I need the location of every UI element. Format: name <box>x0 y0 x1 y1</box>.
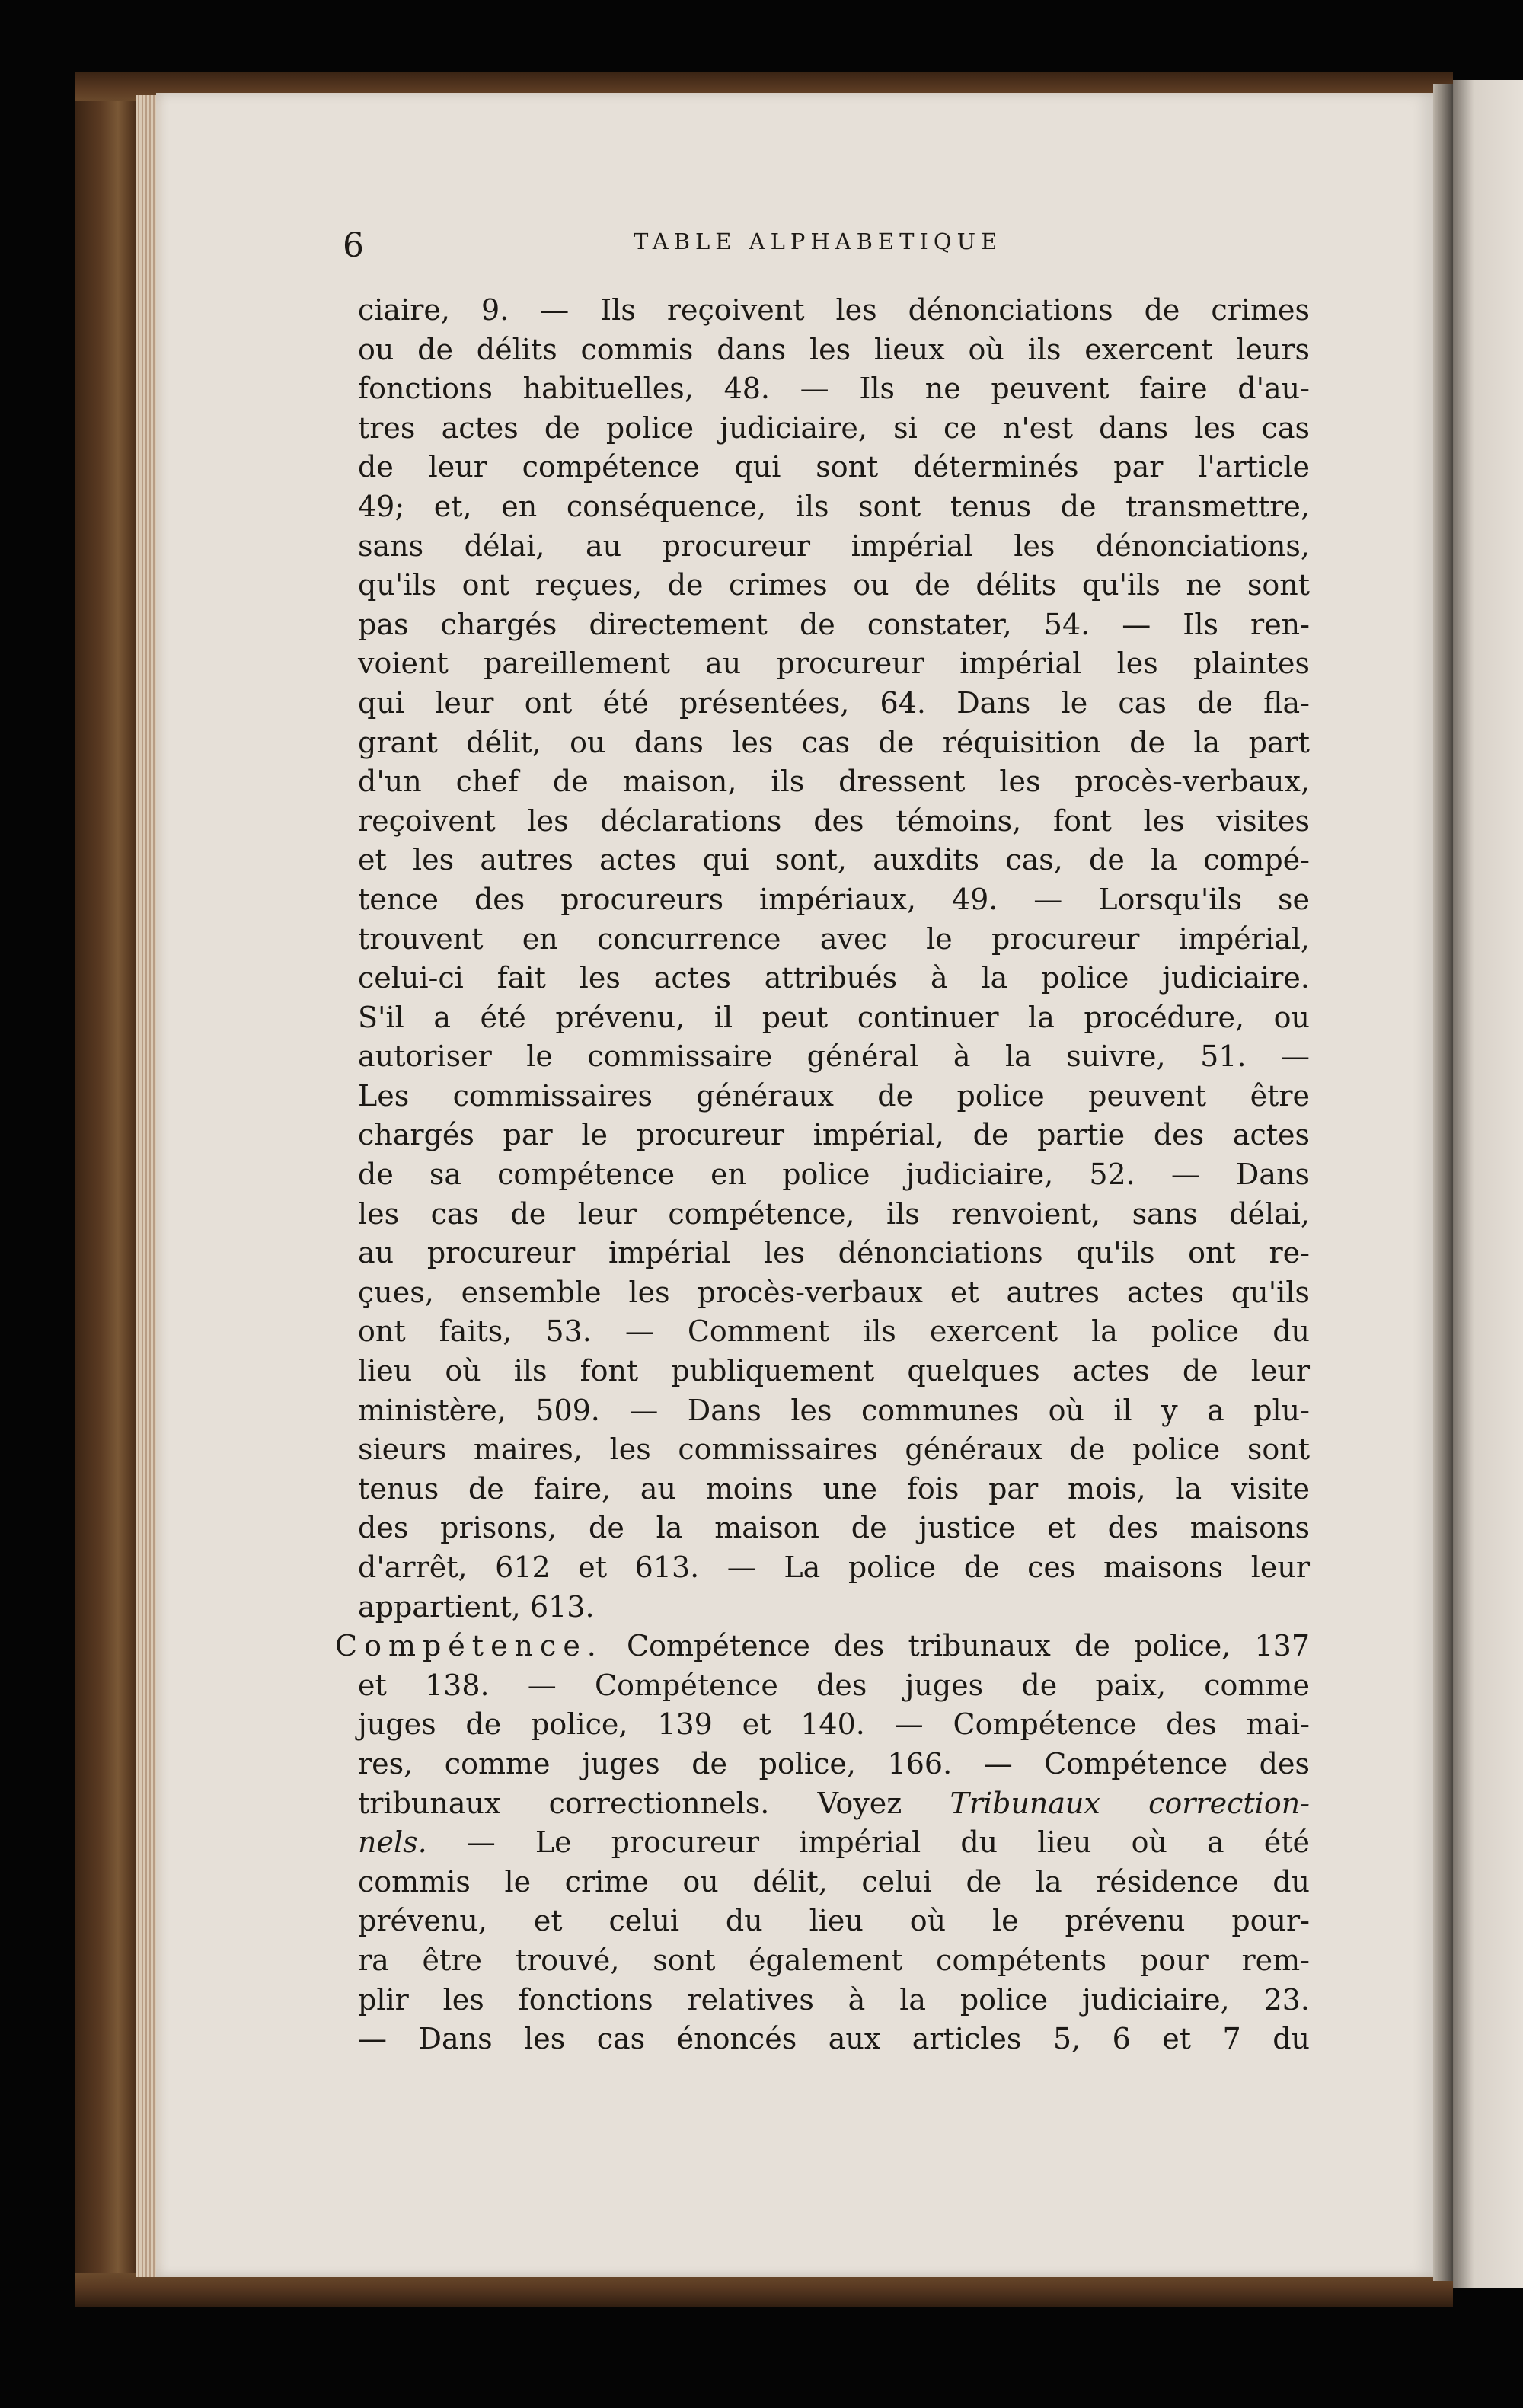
text-line: pas chargés directement de constater, 54. — Ils ren- <box>358 607 1310 641</box>
text-line: sieurs maires, les commissaires généraux de police sont <box>358 1432 1310 1467</box>
text-line: prévenu, et celui du lieu où le prévenu pour- <box>358 1904 1310 1938</box>
facing-page-edge <box>1453 80 1523 2288</box>
cross-ref-title-end: nels. <box>358 1825 427 1860</box>
text-line: au procureur impérial les dénonciations qu'ils ont re- <box>358 1236 1310 1270</box>
text-line: ministère, 509. — Dans les communes où il y a plu- <box>358 1393 1310 1427</box>
page-text <box>335 291 1311 2059</box>
page-edges <box>136 95 158 2277</box>
text-line <box>358 1823 1310 1863</box>
text-line <box>358 1784 1310 1824</box>
text-line: tence des procureurs impériaux, 49. — Lorsqu'ils se <box>358 882 1310 916</box>
entry-text: Compétence des tribunaux de police, 137 <box>602 1629 1310 1663</box>
cross-ref-prefix: tribunaux correctionnels. Voyez <box>358 1786 950 1820</box>
text-line: de sa compétence en police judiciaire, 52. — Dans <box>358 1158 1310 1192</box>
book-gutter <box>1433 84 1453 2281</box>
text-line: autoriser le commissaire général à la suivre, 51. — <box>358 1040 1310 1074</box>
page-number: 6 <box>343 226 364 265</box>
text-line: celui-ci fait les actes attribués à la police judiciaire. <box>358 961 1310 995</box>
text-line: çues, ensemble les procès-verbaux et autres actes qu'ils <box>358 1275 1310 1309</box>
text-line: de leur compétence qui sont déterminés par l'article <box>358 450 1310 484</box>
text-line: fonctions habituelles, 48. — Ils ne peuvent faire d'au- <box>358 372 1310 406</box>
text-line: — Dans les cas énoncés aux articles 5, 6 et 7 du <box>358 2022 1310 2056</box>
text-line: voient pareillement au procureur impérial les plaintes <box>358 647 1310 681</box>
text-line: tres actes de police judiciaire, si ce n'est dans les cas <box>358 410 1310 445</box>
text-line: commis le crime ou délit, celui de la résidence du <box>358 1864 1310 1899</box>
text-line: res, comme juges de police, 166. — Compétence des <box>358 1746 1310 1780</box>
text-line: S'il a été prévenu, il peut continuer la procédure, ou <box>358 1000 1310 1034</box>
text-line: ont faits, 53. — Comment ils exercent la police du <box>358 1314 1310 1349</box>
text-line: qu'ils ont reçues, de crimes ou de délits qu'ils ne sont <box>358 568 1310 602</box>
text-line: et les autres actes qui sont, auxdits cas, de la compé- <box>358 843 1310 877</box>
text-line: reçoivent les déclarations des témoins, font les visites <box>358 803 1310 838</box>
text-line: ciaire, 9. — Ils reçoivent les dénonciations de crimes <box>358 293 1310 327</box>
text-line: trouvent en concurrence avec le procureur impérial, <box>358 921 1310 956</box>
text-line: lieu où ils font publiquement quelques actes de leur <box>358 1354 1310 1388</box>
text-line: grant délit, ou dans les cas de réquisition de la part <box>358 725 1310 759</box>
running-title: TABLE ALPHABETIQUE <box>634 228 1003 254</box>
text-line: ou de délits commis dans les lieux où ils exercent leurs <box>358 332 1310 366</box>
entry-heading: Compétence. <box>335 1629 603 1663</box>
text-line: ra être trouvé, sont également compétents pour rem- <box>358 1943 1310 1977</box>
text-line: Les commissaires généraux de police peuvent être <box>358 1078 1310 1113</box>
text-line: d'un chef de maison, ils dressent les procès-verbaux, <box>358 765 1310 799</box>
text-line: plir les fonctions relatives à la police judiciaire, 23. <box>358 1982 1310 2017</box>
text-line: 49; et, en conséquence, ils sont tenus de transmettre, <box>358 489 1310 523</box>
text-line: qui leur ont été présentées, 64. Dans le cas de fla- <box>358 685 1310 720</box>
text-line: juges de police, 139 et 140. — Compétence des mai- <box>358 1707 1310 1742</box>
text-line: tenus de faire, au moins une fois par mois, la visite <box>358 1471 1310 1506</box>
cross-ref-title: Tribunaux correction- <box>950 1786 1311 1820</box>
text-line: sans délai, au procureur impérial les dénonciations, <box>358 529 1310 563</box>
entry-first-line <box>335 1627 1310 1666</box>
book-binding-bottom <box>75 2273 1453 2307</box>
text-line: chargés par le procureur impérial, de partie des actes <box>358 1118 1310 1152</box>
text-line: d'arrêt, 612 et 613. — La police de ces maisons leur <box>358 1551 1310 1584</box>
text-line: des prisons, de la maison de justice et des maisons <box>358 1511 1310 1545</box>
entry-text: — Le procureur impérial du lieu où a été <box>426 1825 1310 1860</box>
text-line: appartient, 613. <box>358 1589 595 1624</box>
text-line: et 138. — Compétence des juges de paix, comme <box>358 1668 1310 1702</box>
text-line: les cas de leur compétence, ils renvoient, sans délai, <box>358 1196 1310 1231</box>
